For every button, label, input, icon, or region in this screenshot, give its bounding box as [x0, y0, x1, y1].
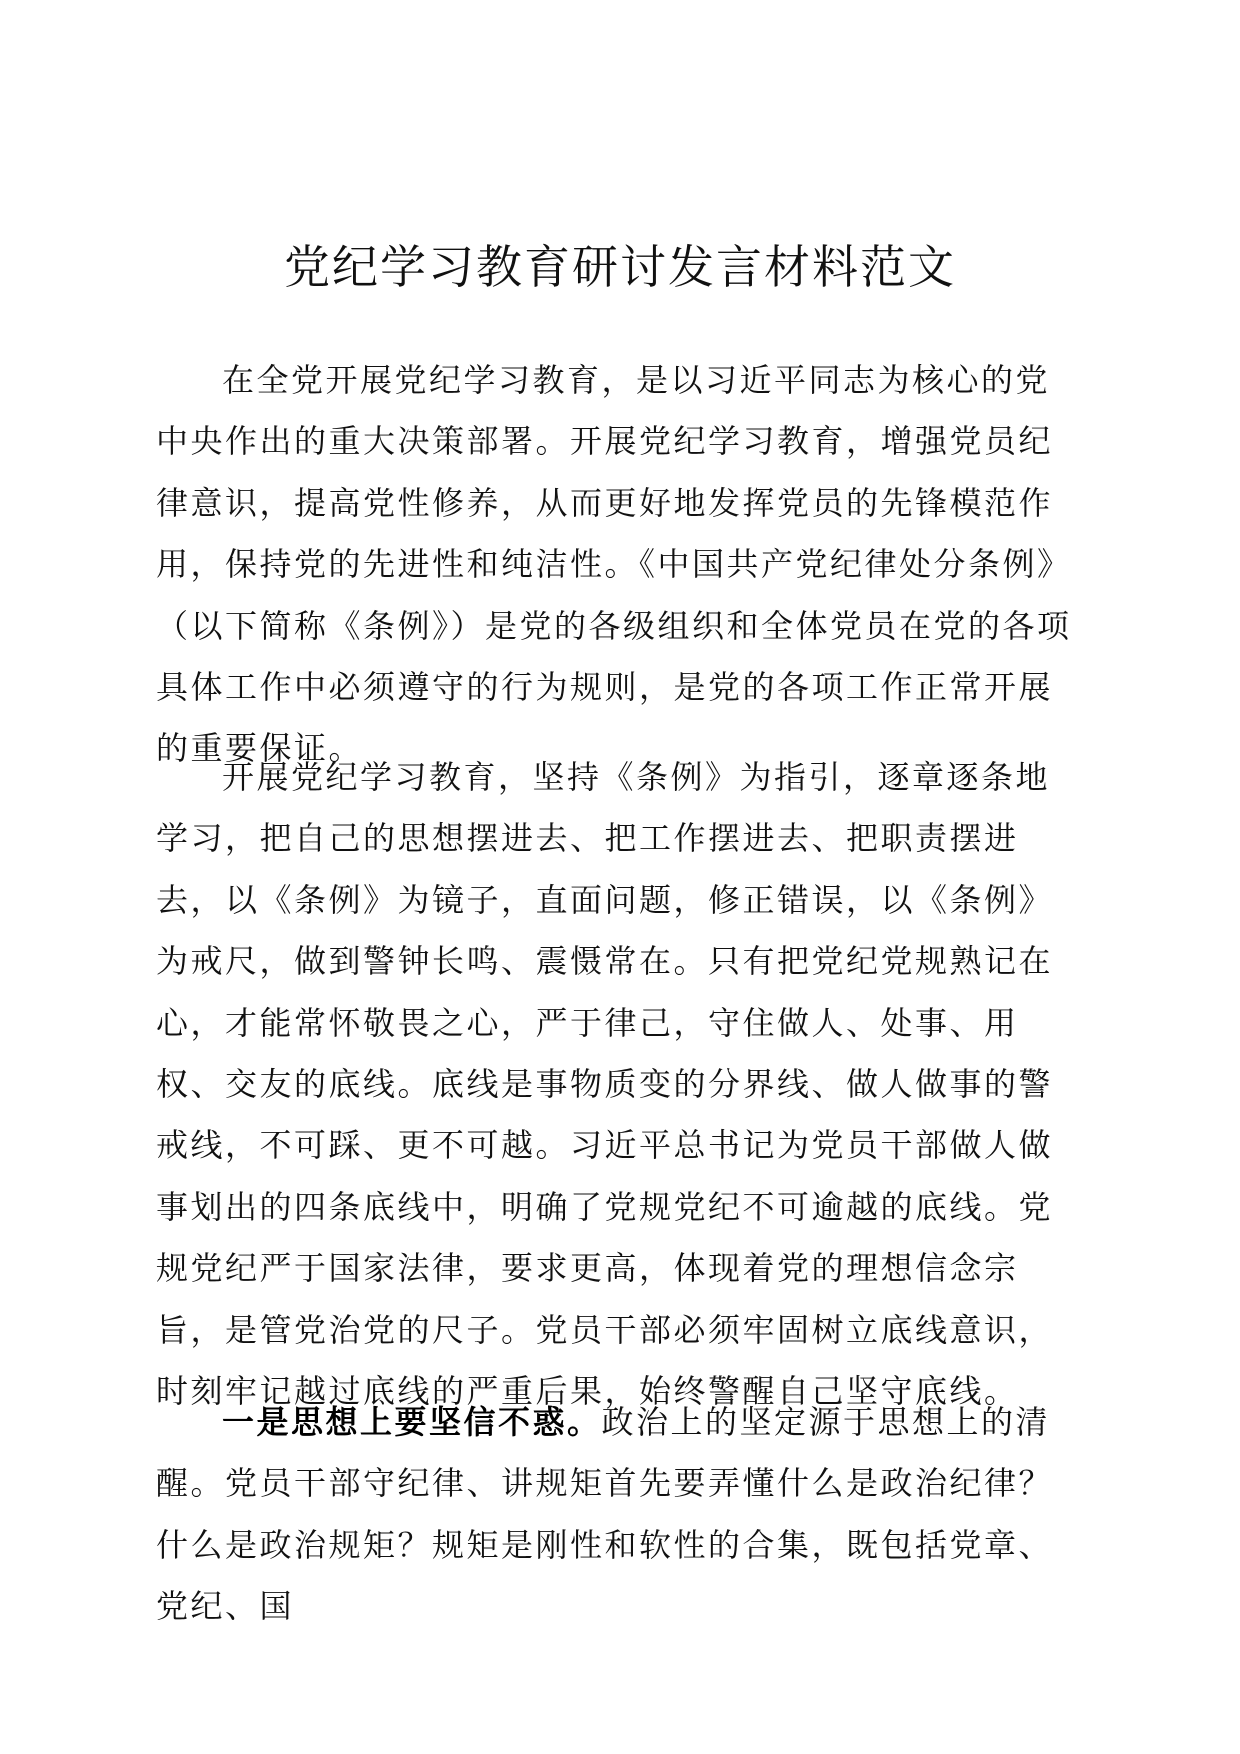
paragraph-intro: 在全党开展党纪学习教育，是以习近平同志为核心的党中央作出的重大决策部署。开展党纪学习教育，增强党员纪律意识，提高党性修养，从而更好地发挥党员的先锋模范作用，保持党的先进性和纯洁性。《中国共产党纪律处分条例》（以下简称《条例》）是党的各级组织和全体党员在党的各项具体工作中必须遵守的行为规则，是党的各项工作正常开展的重要保证。: [156, 361, 1072, 768]
paragraph-point-one-text: 政治上的坚定源于思想上的清醒。党员干部守纪律、讲规矩首先要弄懂什么是政治纪律？什么是政治规矩？规矩是刚性和软性的合集，既包括党章、党纪、国: [156, 1403, 1054, 1626]
paragraph-bottom-line: 开展党纪学习教育，坚持《条例》为指引，逐章逐条地学习，把自己的思想摆进去、把工作摆进去、把职责摆进去，以《条例》为镜子，直面问题，修正错误，以《条例》为戒尺，做到警钟长鸣、震慑常在。只有把党纪党规熟记在心，才能常怀敬畏之心，严于律己，守住做人、处事、用权、交友的底线。底线是事物质变的分界线、做人做事的警戒线，不可踩、更不可越。习近平总书记为党员干部做人做事划出的四条底线中，明确了党规党纪不可逾越的底线。党规党纪严于国家法律，要求更高，体现着党的理想信念宗旨，是管党治党的尺子。党员干部必须牢固树立底线意识，时刻牢记越过底线的严重后果，始终警醒自己坚守底线。: [156, 758, 1054, 1411]
paragraph-point-one: [156, 1392, 1076, 1638]
document-title: 党纪学习教育研讨发言材料范文: [284, 240, 956, 294]
paragraph-point-one-heading: 一是思想上要坚信不惑。: [222, 1403, 602, 1441]
